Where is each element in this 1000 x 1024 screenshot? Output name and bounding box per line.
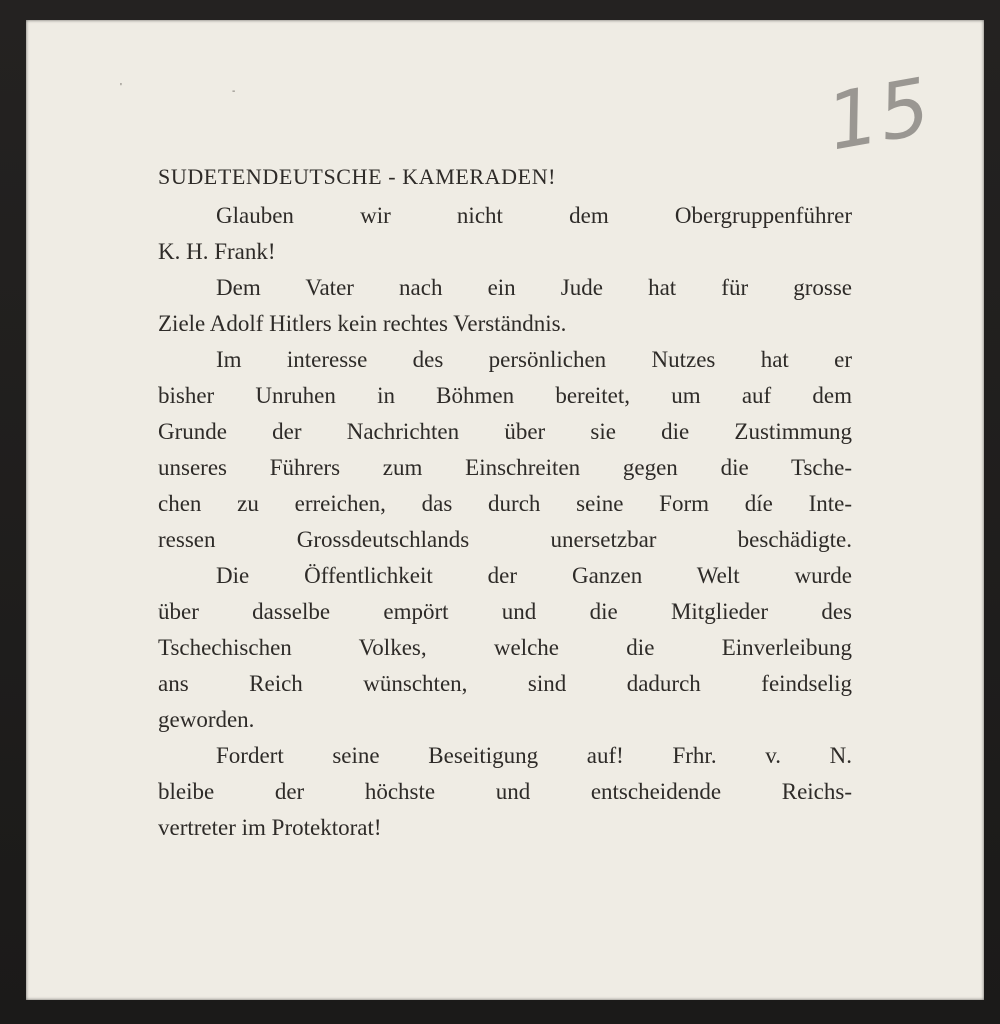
text-line: Dem Vater nach ein Jude hat für grosse	[216, 275, 852, 300]
text-line: Fordert seine Beseitigung auf! Frhr. v. N.	[216, 743, 852, 768]
text-line: Grunde der Nachrichten über sie die Zustimmung	[158, 419, 852, 444]
text-line: Tschechischen Volkes, welche die Einverleibung	[158, 635, 852, 660]
text-line: K. H. Frank!	[158, 239, 276, 264]
document-lines	[158, 198, 852, 846]
text-line: Die Öffentlichkeit der Ganzen Welt wurde	[216, 563, 852, 588]
handwritten-page-number: 15	[820, 61, 939, 169]
text-line: unseres Führers zum Einschreiten gegen die Tsche-	[158, 455, 852, 480]
text-line: bisher Unruhen in Böhmen bereitet, um auf dem	[158, 383, 852, 408]
text-line: geworden.	[158, 707, 255, 732]
text-line: über dasselbe empört und die Mitglieder des	[158, 599, 852, 624]
text-line: Glauben wir nicht dem Obergruppenführer	[216, 203, 852, 228]
paper-speck: '	[120, 82, 122, 93]
paper-speck: -	[232, 86, 236, 97]
document-body	[158, 162, 852, 846]
text-line: bleibe der höchste und entscheidende Reichs-	[158, 779, 852, 804]
text-line: vertreter im Protektorat!	[158, 815, 382, 840]
text-line: chen zu erreichen, das durch seine Form díe Inte-	[158, 491, 852, 516]
text-line: ressen Grossdeutschlands unersetzbar beschädigte.	[158, 527, 852, 552]
text-line: Im interesse des persönlichen Nutzes hat er	[216, 347, 852, 372]
document-heading: SUDETENDEUTSCHE - KAMERADEN!	[158, 164, 557, 189]
text-line: ans Reich wünschten, sind dadurch feindselig	[158, 671, 852, 696]
text-line: Ziele Adolf Hitlers kein rechtes Verständnis.	[158, 311, 567, 336]
